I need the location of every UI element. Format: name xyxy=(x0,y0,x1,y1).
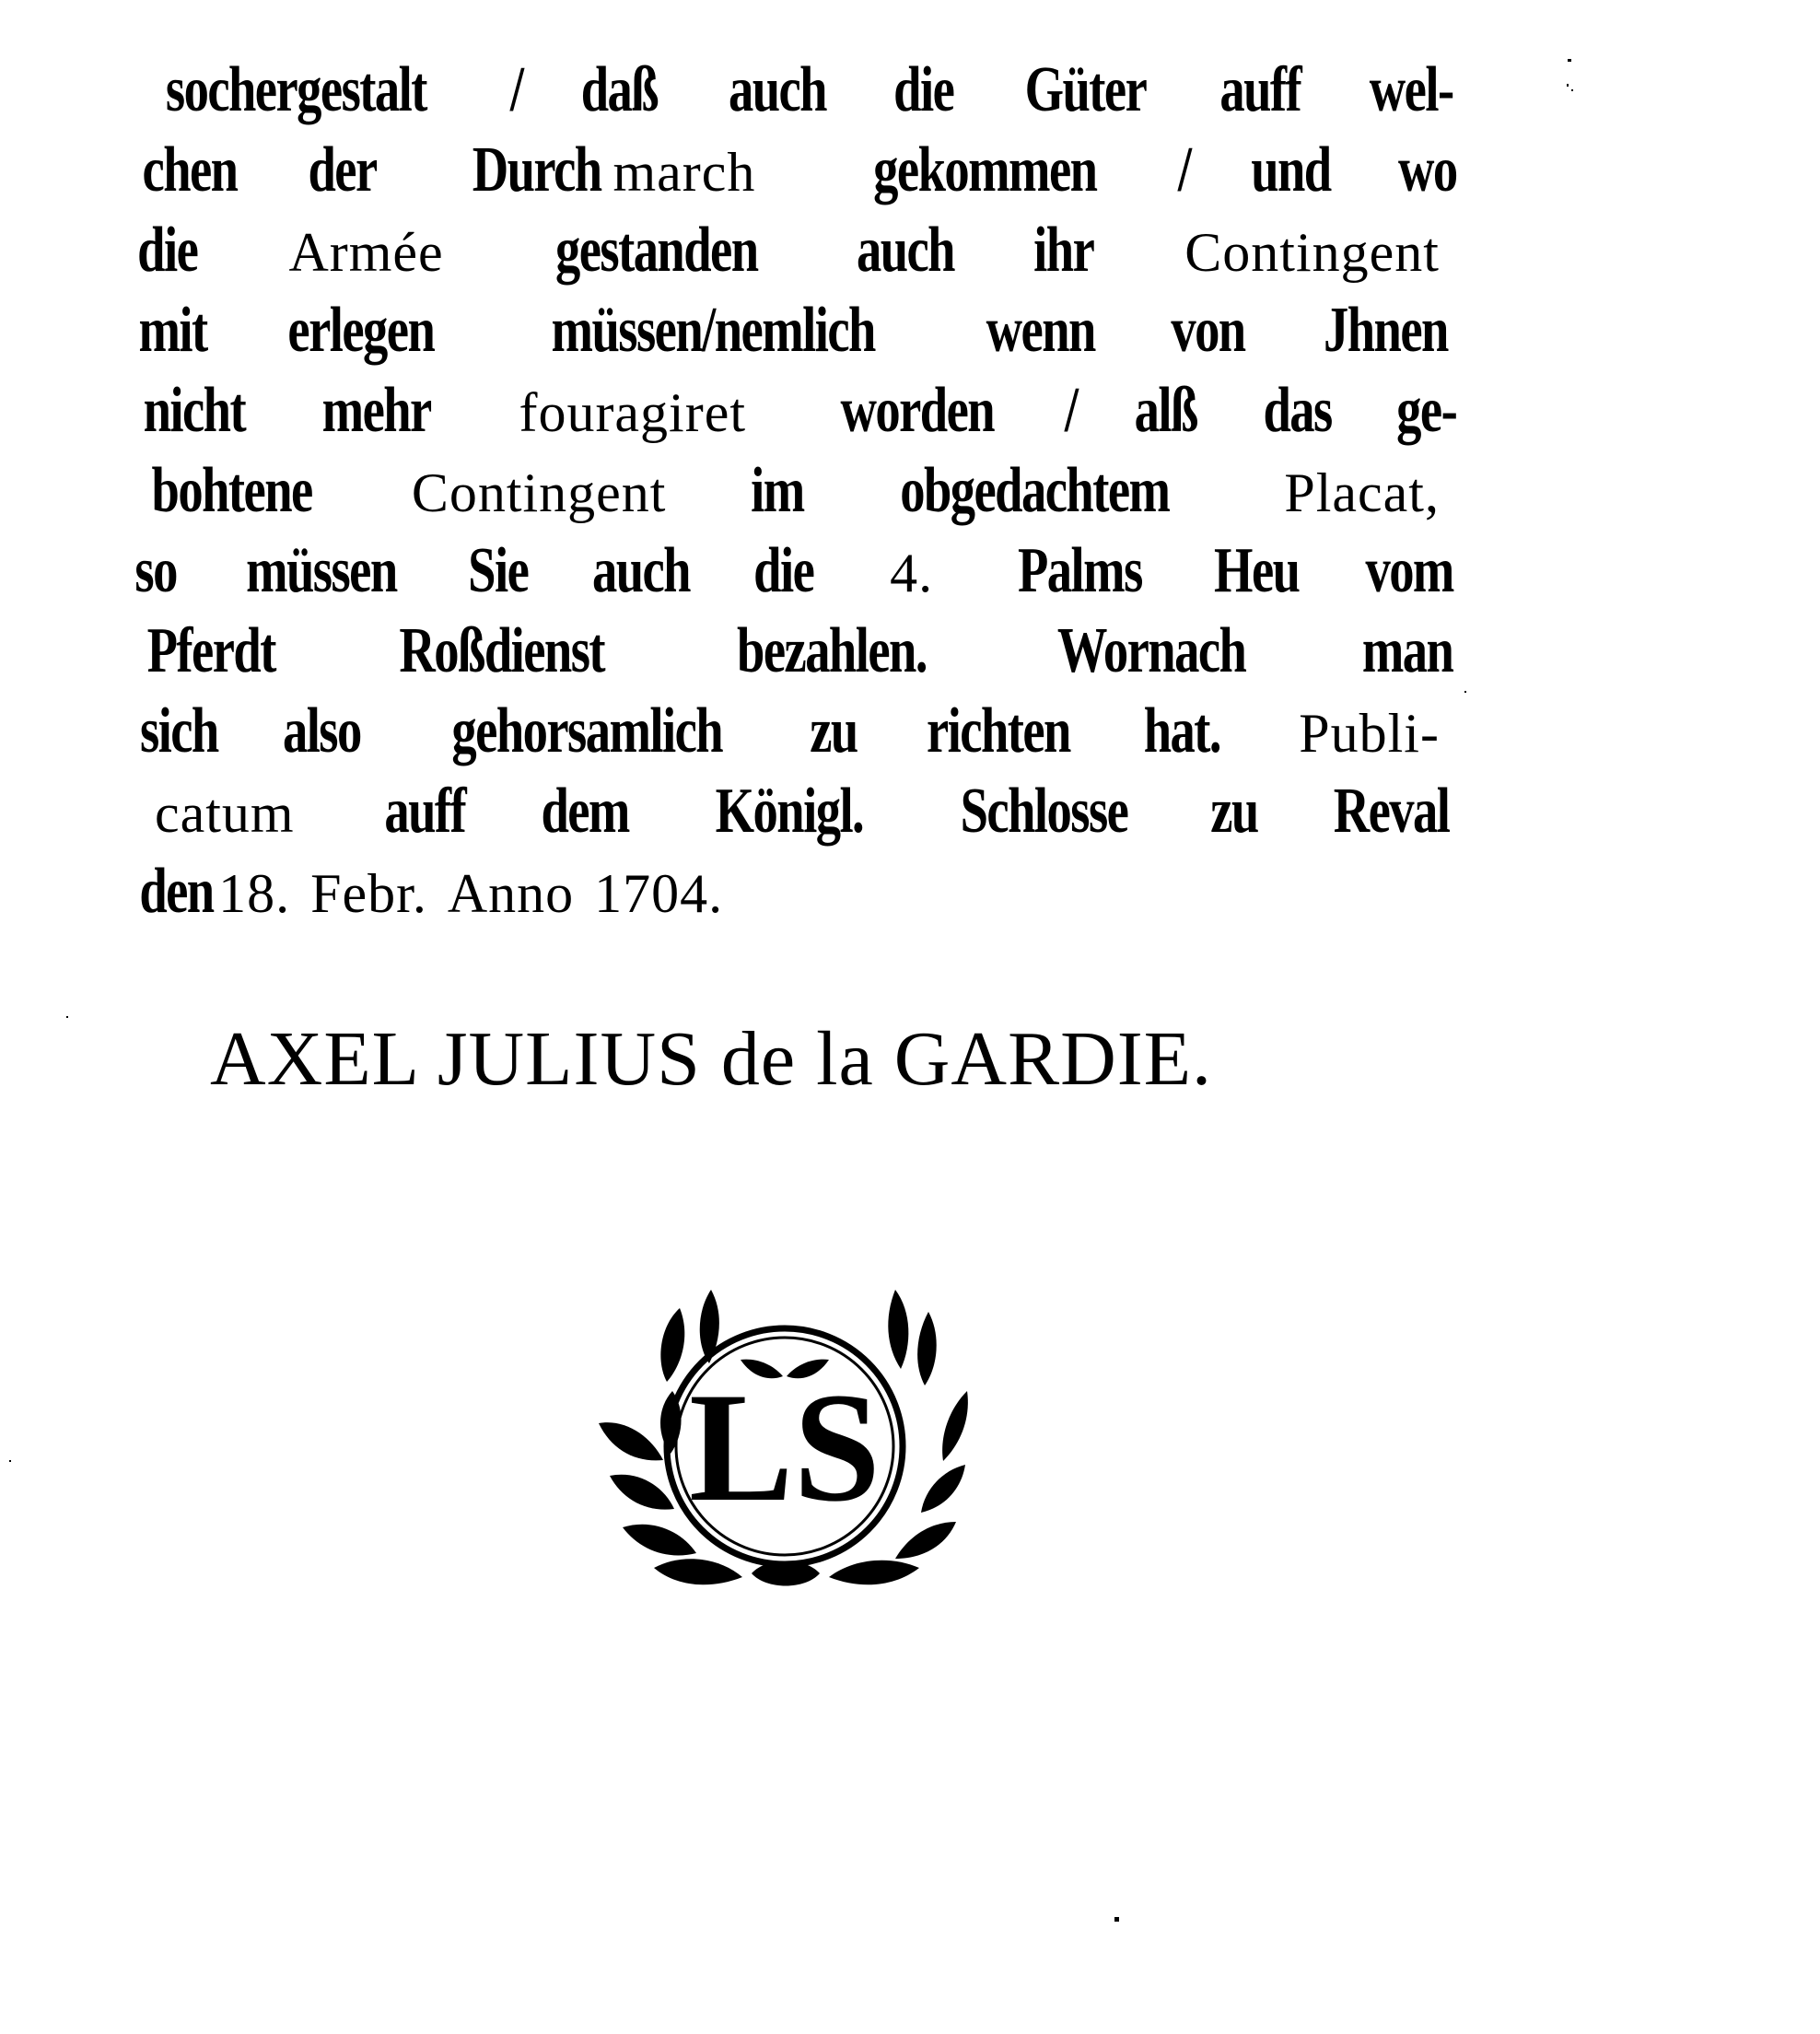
word: / xyxy=(510,54,523,125)
word: wo xyxy=(1398,134,1457,205)
word: die xyxy=(753,535,814,606)
word: fouragiret xyxy=(519,382,747,443)
word: sich xyxy=(140,696,218,766)
word: mehr xyxy=(321,375,431,446)
word: Reval xyxy=(1333,776,1450,847)
word: wenn xyxy=(986,295,1095,366)
word: Jhnen xyxy=(1323,295,1448,366)
word: auff xyxy=(1219,54,1301,125)
word: ge- xyxy=(1396,375,1457,446)
date-month: Febr. xyxy=(310,863,427,924)
word: auch xyxy=(591,535,690,606)
word: von xyxy=(1171,295,1245,366)
word: gehorsamlich xyxy=(451,696,723,766)
word: man xyxy=(1361,615,1453,686)
scan-speck xyxy=(1568,59,1571,62)
word: im xyxy=(751,455,804,526)
word: Contingent xyxy=(411,462,667,523)
text-line-3 xyxy=(137,214,1440,294)
word: die xyxy=(137,215,198,286)
word: obgedachtem xyxy=(900,455,1170,526)
word: die xyxy=(893,54,954,125)
scan-speck xyxy=(9,1460,11,1462)
word: zu xyxy=(810,696,858,766)
word: Placat, xyxy=(1284,462,1440,523)
text-line-5 xyxy=(143,374,1457,454)
word: auch xyxy=(856,215,955,286)
word: alß xyxy=(1135,375,1198,446)
word: nicht xyxy=(143,375,246,446)
word: bezahlen. xyxy=(737,615,928,686)
word: sochergestalt xyxy=(166,54,426,125)
text-line-7 xyxy=(134,534,1453,614)
word: Publi- xyxy=(1299,703,1440,764)
svg-text:LS: LS xyxy=(689,1361,881,1534)
locus-sigilli-seal-icon xyxy=(571,1280,986,1612)
scan-speck xyxy=(1114,1917,1119,1922)
word: zu xyxy=(1209,776,1258,847)
word: Königl. xyxy=(715,776,863,847)
word: den xyxy=(139,856,214,927)
word: erlegen xyxy=(287,295,435,366)
text-line-11-dateline xyxy=(139,855,1440,935)
word: ihr xyxy=(1033,215,1094,286)
scan-speck xyxy=(1464,691,1466,693)
word: catum xyxy=(155,783,295,844)
word: Contingent xyxy=(1184,222,1440,283)
word: daß xyxy=(581,54,659,125)
word: Pferdt xyxy=(146,615,275,686)
word: also xyxy=(282,696,361,766)
word: Armée xyxy=(288,222,444,283)
word: müssen/nemlich xyxy=(551,295,875,366)
text-line-9 xyxy=(140,695,1440,775)
compound-word xyxy=(460,134,767,207)
signature-line: AXEL JULIUS de la GARDIE. xyxy=(210,1016,1213,1102)
scan-speck xyxy=(66,1016,68,1018)
text-line-10 xyxy=(155,775,1450,855)
word: Wornach xyxy=(1056,615,1246,686)
word: Anno xyxy=(447,863,575,924)
word: 4. xyxy=(890,543,934,603)
text-line-2 xyxy=(142,134,1457,214)
word: hat. xyxy=(1143,696,1220,766)
word: müssen xyxy=(245,535,397,606)
word: Durch xyxy=(472,134,601,205)
text-line-6 xyxy=(151,454,1440,534)
word: wel- xyxy=(1370,54,1454,125)
word: dem xyxy=(541,776,630,847)
word: richten xyxy=(926,696,1070,766)
word: gestanden xyxy=(554,215,758,286)
date-day: 18. xyxy=(218,863,291,924)
word: march xyxy=(612,142,756,203)
word: das xyxy=(1263,375,1332,446)
word: Sie xyxy=(468,535,529,606)
scan-speck xyxy=(1567,84,1569,87)
word: Güter xyxy=(1024,54,1147,125)
word: so xyxy=(134,535,177,606)
text-line-4 xyxy=(138,294,1448,374)
word: vom xyxy=(1365,535,1453,606)
word: / xyxy=(1177,134,1191,205)
text-line-1 xyxy=(155,53,1454,134)
word: Palms xyxy=(1018,535,1143,606)
word: chen xyxy=(142,134,238,205)
word: worden xyxy=(840,375,995,446)
word: / xyxy=(1064,375,1078,446)
text-line-8 xyxy=(146,614,1453,695)
word: Schlosse xyxy=(960,776,1127,847)
word: mit xyxy=(138,295,207,366)
word: Heu xyxy=(1213,535,1300,606)
word: auch xyxy=(728,54,826,125)
proclamation-body xyxy=(134,53,1457,935)
word: auff xyxy=(383,776,465,847)
word: und xyxy=(1251,134,1331,205)
word: der xyxy=(308,134,377,205)
date-year: 1704. xyxy=(594,863,724,924)
word: bohtene xyxy=(151,455,312,526)
word: Roßdienst xyxy=(399,615,605,686)
scan-speck xyxy=(1571,89,1573,91)
word: gekommen xyxy=(872,134,1097,205)
